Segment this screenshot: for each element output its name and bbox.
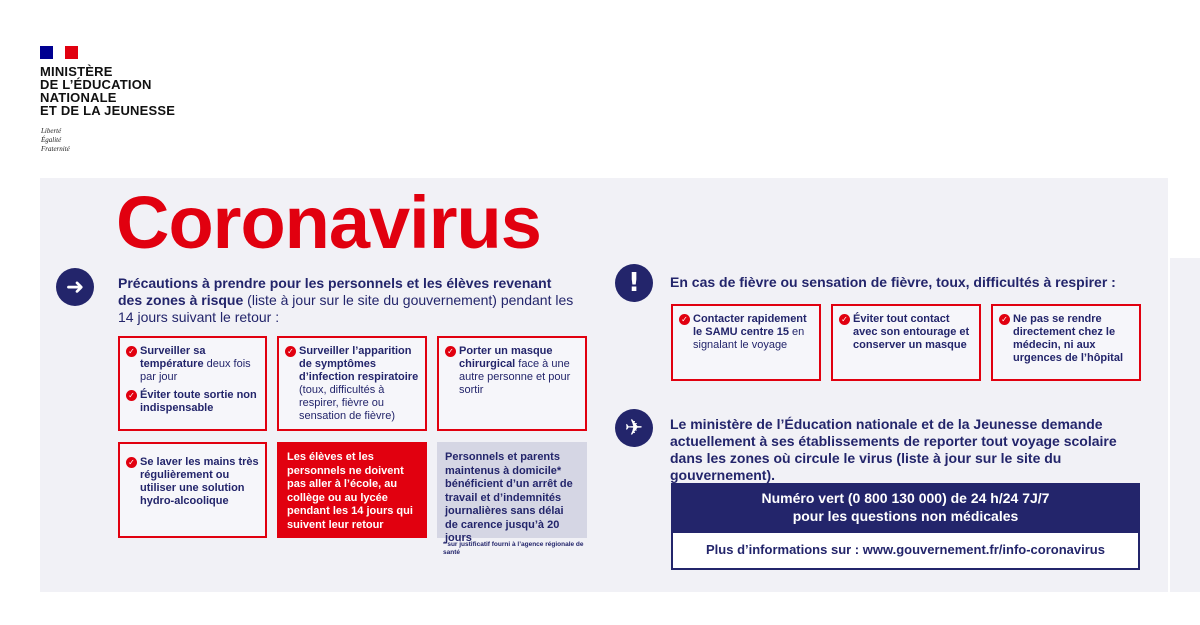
check-icon: ✓ <box>679 314 690 325</box>
text: Surveiller l’apparition de symptômes d’infection respiratoire <box>299 345 419 383</box>
text: Ne pas se rendre directement chez le médecin, ni aux urgences de l’hôpital <box>1013 313 1124 364</box>
text: Éviter toute sortie non indispensable <box>140 389 257 414</box>
text: Porter un masque chirurgical <box>459 345 553 370</box>
hotline-scope: pour les questions non médicales <box>792 508 1019 524</box>
text: Se laver les mains très régulièrement ou utiliser une solution hydro-alcoolique <box>140 456 259 507</box>
check-icon: ✓ <box>445 346 456 357</box>
text: Éviter tout contact avec son entourage et conserver un masque <box>853 313 970 351</box>
check-icon: ✓ <box>126 457 137 468</box>
check-icon: ✓ <box>126 390 137 401</box>
check-icon: ✓ <box>839 314 850 325</box>
precautions-intro <box>118 275 578 326</box>
check-icon: ✓ <box>126 346 137 357</box>
marianne-logo <box>40 46 78 59</box>
fever-heading: En cas de fièvre ou sensation de fièvre, toux, difficultés à respirer : <box>670 274 1116 290</box>
text: (toux, difficultés à respirer, fièvre ou sensation de fièvre) <box>299 384 395 422</box>
intro-rest: (liste à jour sur le site du gouvernement) pendant les 14 jours suivant le retour : <box>118 292 574 325</box>
exclamation-icon: ! <box>615 264 653 302</box>
motto <box>41 127 70 154</box>
text: Contacter rapidement le SAMU centre 15 <box>693 313 807 338</box>
page-title: Coronavirus <box>116 181 541 264</box>
hotline-banner <box>671 483 1140 532</box>
text: deux fois par jour <box>140 358 251 383</box>
precaution-handwashing <box>118 442 267 538</box>
motto-line: Fraternité <box>41 145 70 153</box>
fever-action-no-doctor <box>991 304 1141 381</box>
text: en signalant le voyage <box>693 326 805 351</box>
precaution-temperature <box>118 336 267 431</box>
ministry-line: ET DE LA JEUNESSE <box>40 103 176 118</box>
motto-line: Égalité <box>41 136 62 144</box>
footnote: * sur justificatif fourni à l’agence régionale de santé <box>443 541 584 556</box>
travel-notice: Le ministère de l’Éducation nationale et de la Jeunesse demande actuellement à ses établissements de reporter tout voyage scolaire dans les zones où circule le virus (liste à jour sur le site du gouvernement). <box>670 416 1117 483</box>
fever-action-isolate <box>831 304 981 381</box>
arrow-right-icon: ➜ <box>56 268 94 306</box>
intro-bold: Précautions à prendre pour les personnels et les élèves revenant des zones à risque <box>118 275 552 308</box>
panel-edge <box>1170 258 1200 592</box>
ministry-line: DE L’ÉDUCATION <box>40 77 152 92</box>
text: face à une autre personne et pour sortir <box>459 358 571 396</box>
airplane-icon: ✈ <box>615 409 653 447</box>
check-icon: ✓ <box>999 314 1010 325</box>
sick-leave-notice: Personnels et parents maintenus à domicile* bénéficient d’un arrêt de travail et d’indemnités journalières sans délai de carence jusqu’à 20 jours <box>437 442 587 538</box>
more-info-link[interactable]: Plus d’informations sur : www.gouvernement.fr/info-coronavirus <box>671 531 1140 570</box>
precaution-symptoms <box>277 336 427 431</box>
precaution-mask <box>437 336 587 431</box>
fever-action-samu <box>671 304 821 381</box>
no-school-notice: Les élèves et les personnels ne doivent pas aller à l’école, au collège ou au lycée pendant les 14 jours qui suivent leur retour <box>277 442 427 538</box>
motto-line: Liberté <box>41 127 62 135</box>
ministry-line: MINISTÈRE <box>40 64 113 79</box>
ministry-name <box>40 65 175 117</box>
ministry-line: NATIONALE <box>40 90 117 105</box>
hotline-number: Numéro vert (0 800 130 000) de 24 h/24 7J/7 <box>761 490 1050 506</box>
text: Surveiller sa température <box>140 345 206 370</box>
check-icon: ✓ <box>285 346 296 357</box>
